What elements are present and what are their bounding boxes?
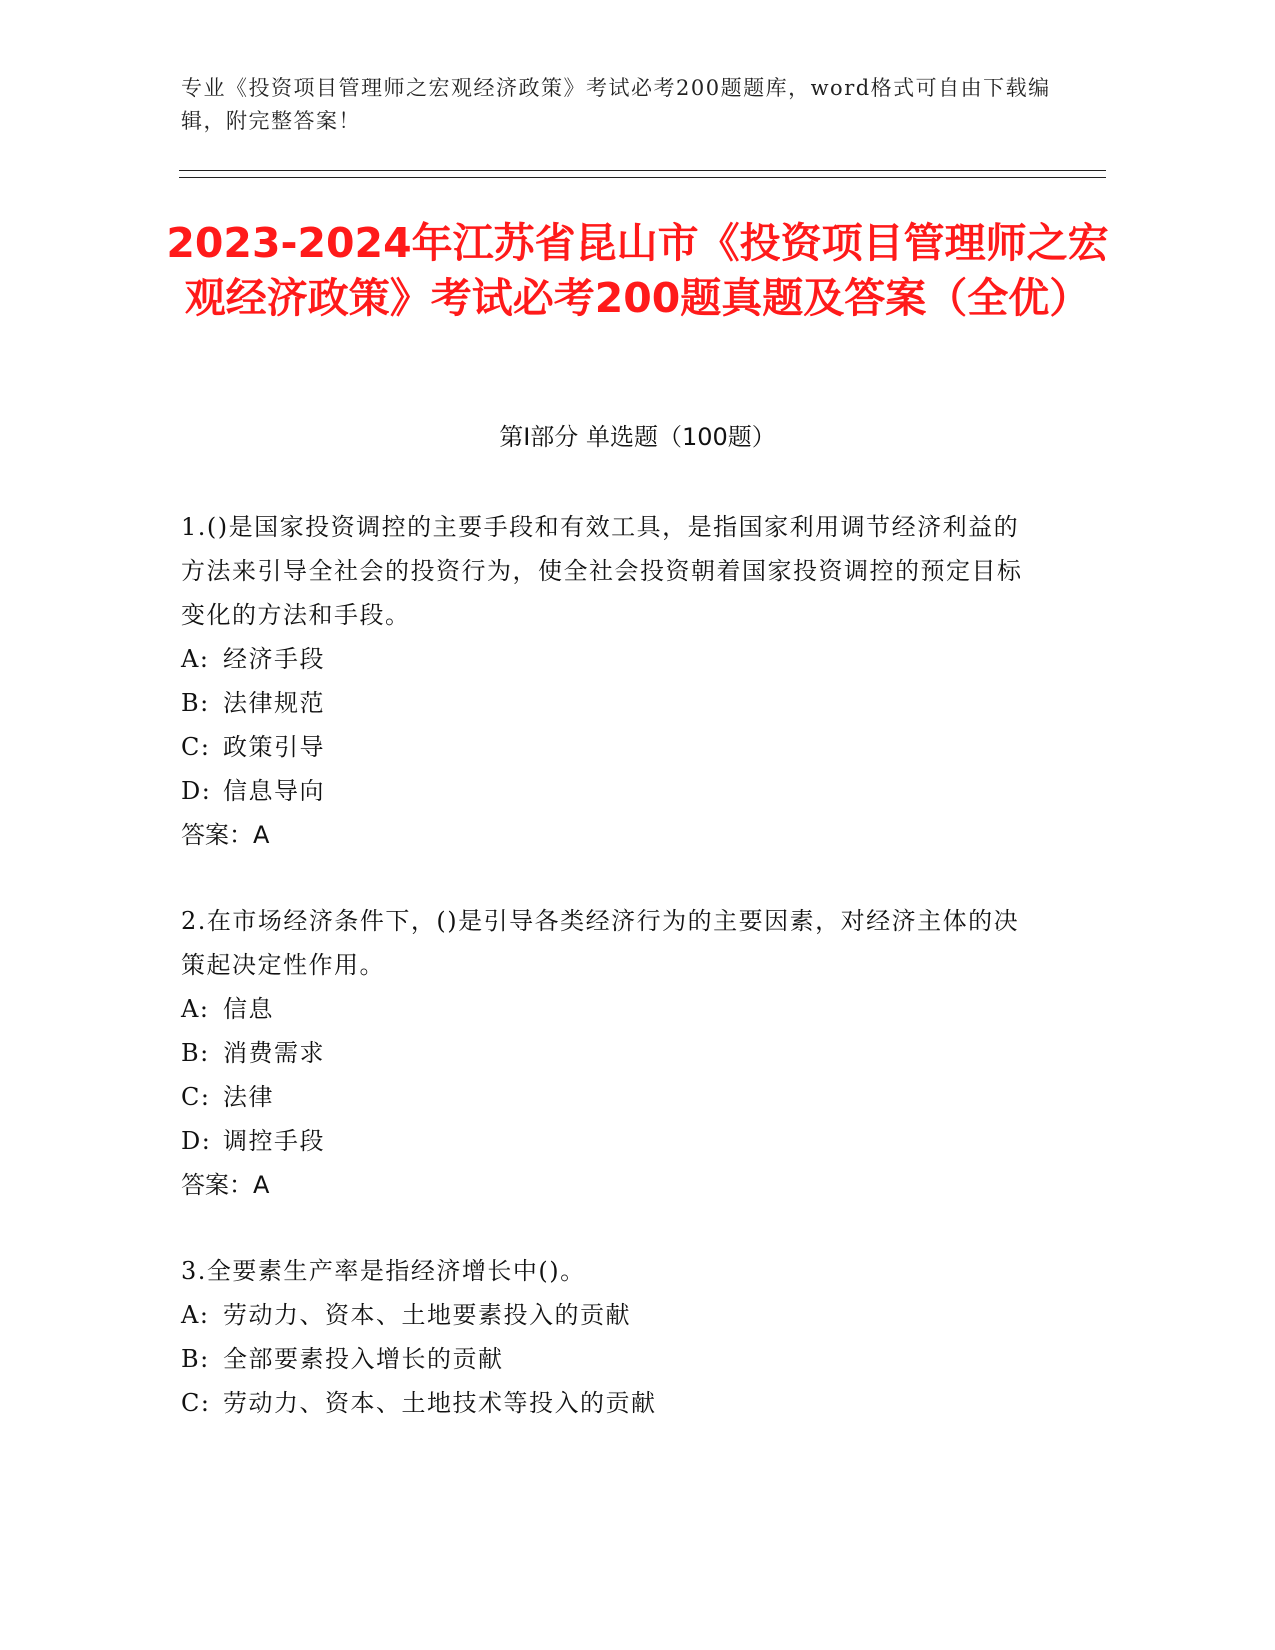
question-2: [181, 899, 1031, 1207]
question-list: [181, 505, 1031, 1467]
question-stem: 2.在市场经济条件下，()是引导各类经济行为的主要因素，对经济主体的决策起决定性作用。: [181, 907, 1020, 979]
option-d: [181, 769, 1031, 813]
option-text: 劳动力、资本、土地要素投入的贡献: [223, 1301, 631, 1329]
option-key: B:: [181, 689, 210, 717]
option-a: [181, 637, 1031, 681]
option-key: B:: [181, 1039, 210, 1067]
answer-line: 答案：A: [181, 821, 270, 849]
header-divider-top: [179, 170, 1106, 171]
option-b: [181, 1337, 1031, 1381]
option-key: C:: [181, 733, 211, 761]
option-text: 信息导向: [223, 777, 325, 805]
option-key: B:: [181, 1345, 210, 1373]
option-text: 劳动力、资本、土地技术等投入的贡献: [223, 1389, 657, 1417]
option-b: [181, 681, 1031, 725]
option-key: C:: [181, 1389, 211, 1417]
question-3: [181, 1249, 1031, 1425]
answer-line: 答案：A: [181, 1171, 270, 1199]
option-text: 信息: [223, 995, 274, 1023]
question-1: [181, 505, 1031, 857]
option-key: D:: [181, 1127, 212, 1155]
header-note: 专业《投资项目管理师之宏观经济政策》考试必考200题题库，word格式可自由下载编辑，附完整答案！: [181, 76, 1051, 133]
option-text: 消费需求: [223, 1039, 325, 1067]
option-b: [181, 1031, 1031, 1075]
option-key: A:: [181, 1301, 210, 1329]
option-key: A:: [181, 645, 210, 673]
option-text: 调控手段: [223, 1127, 325, 1155]
option-key: C:: [181, 1083, 211, 1111]
option-text: 经济手段: [223, 645, 325, 673]
option-key: D:: [181, 777, 212, 805]
option-text: 法律: [223, 1083, 274, 1111]
header-divider-bottom: [179, 177, 1106, 178]
option-c: [181, 725, 1031, 769]
option-c: [181, 1075, 1031, 1119]
option-key: A:: [181, 995, 210, 1023]
option-text: 全部要素投入增长的贡献: [223, 1345, 504, 1373]
question-stem: 3.全要素生产率是指经济增长中()。: [181, 1257, 586, 1285]
option-text: 法律规范: [223, 689, 325, 717]
option-text: 政策引导: [223, 733, 325, 761]
option-a: [181, 987, 1031, 1031]
document-title: 2023-2024年江苏省昆山市《投资项目管理师之宏观经济政策》考试必考200题真题及答案（全优）: [166, 219, 1109, 322]
question-stem: 1.()是国家投资调控的主要手段和有效工具，是指国家利用调节经济利益的方法来引导全社会的投资行为，使全社会投资朝着国家投资调控的预定目标变化的方法和手段。: [181, 513, 1023, 629]
option-c: [181, 1381, 1031, 1425]
option-a: [181, 1293, 1031, 1337]
section-title: 第I部分 单选题（100题）: [499, 423, 776, 451]
option-d: [181, 1119, 1031, 1163]
